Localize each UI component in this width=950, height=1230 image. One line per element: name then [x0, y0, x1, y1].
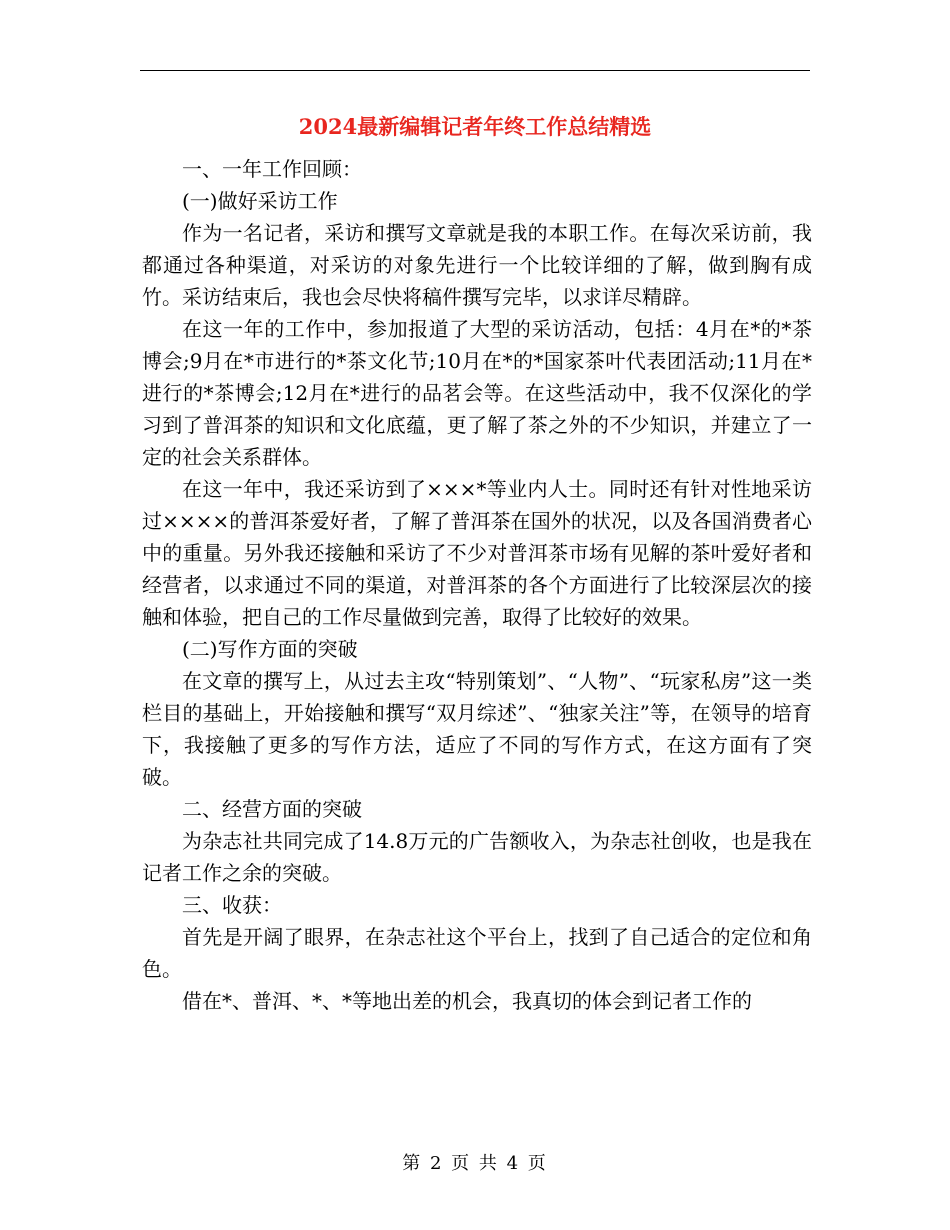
body-paragraph: 在这一年中，我还采访到了×××*等业内人士。同时还有针对性地采访过××××的普洱茶爱好者，了解了普洱茶在国外的状况，以及各国消费者心中的重量。另外我还接触和采访了不少对普洱茶市场有见解的茶叶爱好者和经营者，以求通过不同的渠道，对普洱茶的各个方面进行了比较深层次的接触和体验，把自己的工作尽量做到完善，取得了比较好的效果。 — [142, 477, 812, 629]
body-paragraph: 在文章的撰写上，从过去主攻“特别策划”、“人物”、“玩家私房”这一类栏目的基础上，开始接触和撰写“双月综述”、“独家关注”等，在领导的培育下，我接触了更多的写作方法，适应了不同的写作方式，在这方面有了突破。 — [142, 669, 812, 789]
header-rule — [140, 70, 810, 71]
section-heading-business: 二、经营方面的突破 — [182, 797, 362, 821]
subsection-heading-writing: (二)写作方面的突破 — [182, 637, 358, 661]
subsection-heading-interview: (一)做好采访工作 — [182, 189, 338, 213]
page-number: 第 2 页 共 4 页 — [402, 1153, 548, 1174]
body-paragraph: 在这一年的工作中，参加报道了大型的采访活动，包括：4月在*的*茶博会;9月在*市进行的*茶文化节;10月在*的*国家茶叶代表团活动;11月在*进行的*茶博会;12月在*进行的品茗会等。在这些活动中，我不仅深化的学习到了普洱茶的知识和文化底蕴，更了解了茶之外的不少知识，并建立了一定的社会关系群体。 — [142, 317, 812, 469]
document-body — [142, 153, 812, 1017]
section-heading-gains: 三、收获： — [182, 893, 282, 917]
body-paragraph: 借在*、普洱、*、*等地出差的机会，我真切的体会到记者工作的 — [182, 989, 752, 1013]
body-paragraph: 为杂志社共同完成了14.8万元的广告额收入，为杂志社创收，也是我在记者工作之余的突破。 — [142, 829, 812, 885]
body-paragraph: 首先是开阔了眼界，在杂志社这个平台上，找到了自己适合的定位和角色。 — [142, 925, 812, 981]
body-paragraph: 作为一名记者，采访和撰写文章就是我的本职工作。在每次采访前，我都通过各种渠道，对采访的对象先进行一个比较详细的了解，做到胸有成竹。采访结束后，我也会尽快将稿件撰写完毕，以求详尽精辟。 — [142, 221, 812, 309]
document-title: 2024最新编辑记者年终工作总结精选 — [298, 114, 652, 139]
section-heading-review: 一、一年工作回顾： — [182, 157, 362, 181]
